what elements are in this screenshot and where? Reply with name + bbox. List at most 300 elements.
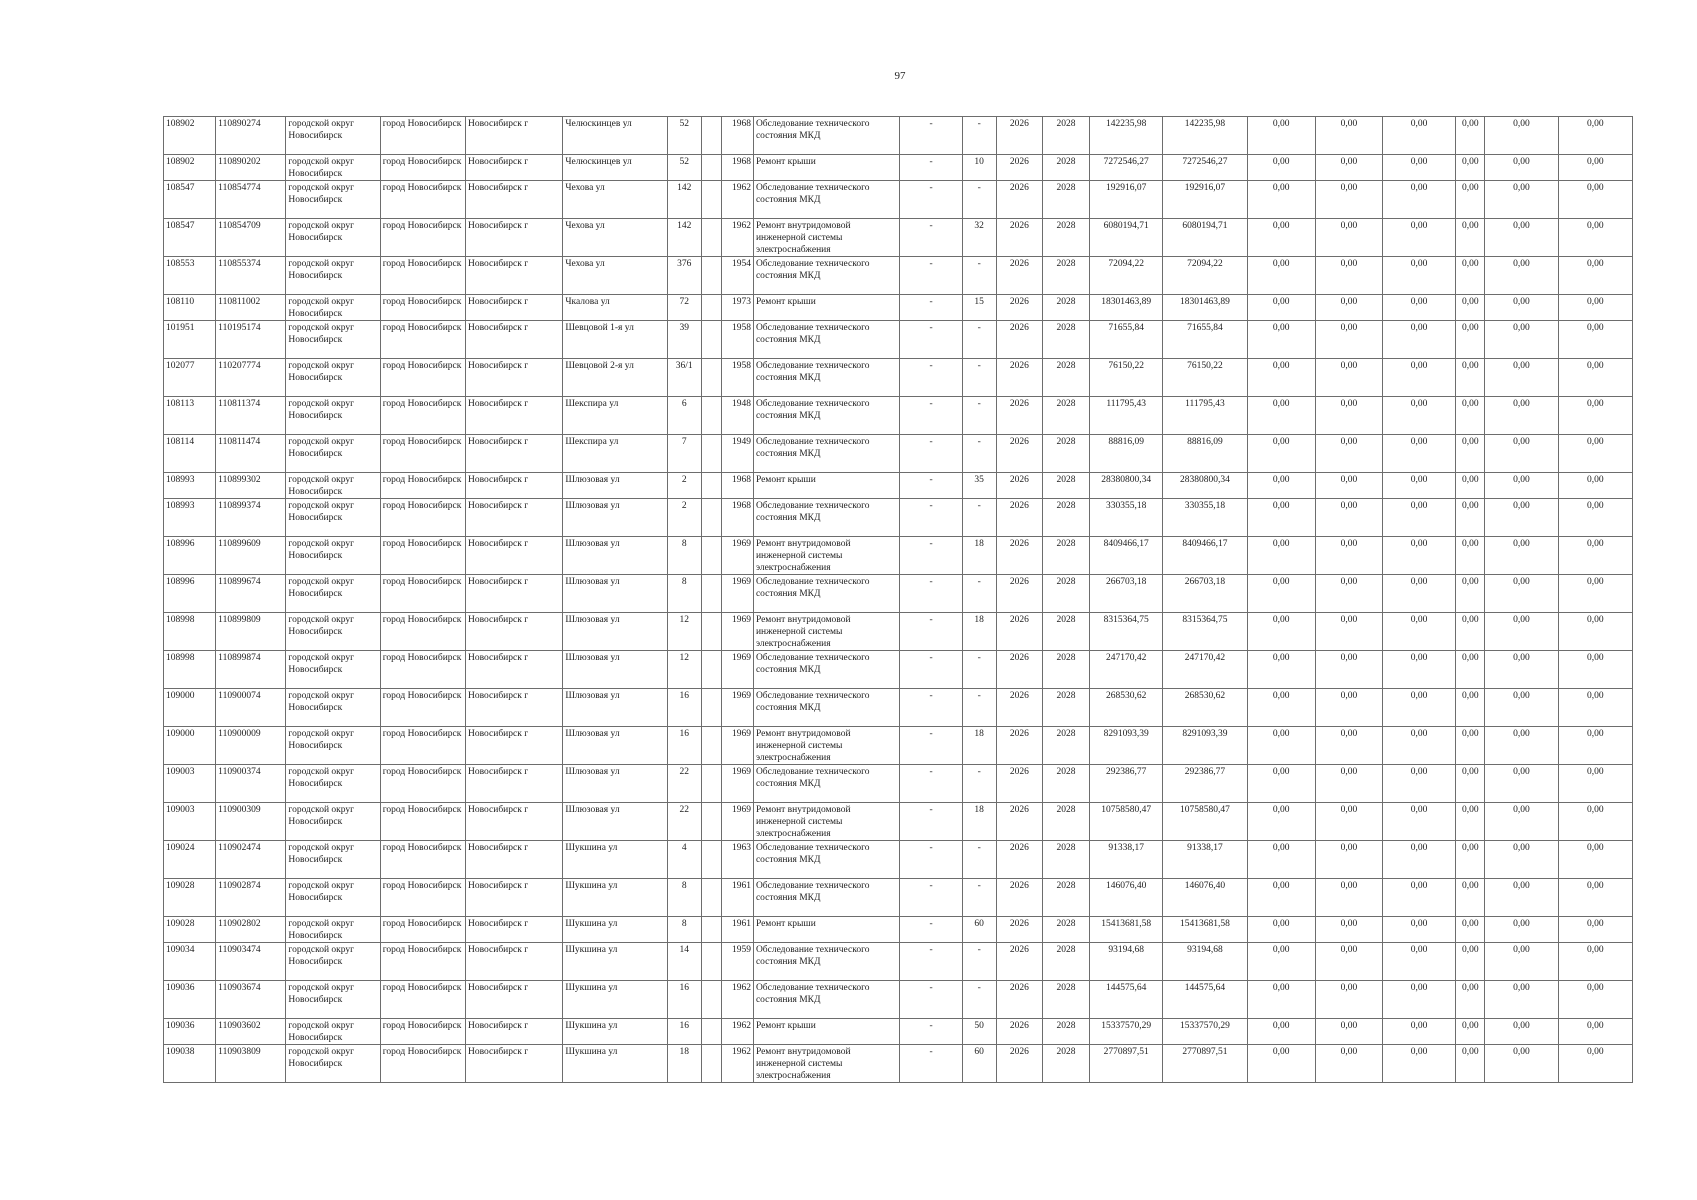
cell-v6: 0,00 xyxy=(1558,879,1632,917)
cell-district: городской округ Новосибирск xyxy=(286,841,380,879)
cell-work: Обследование технического состояния МКД xyxy=(753,943,899,981)
cell-v3: 0,00 xyxy=(1383,917,1456,943)
cell-house: 8 xyxy=(667,917,701,943)
cell-v3: 0,00 xyxy=(1383,537,1456,575)
cell-v3: 0,00 xyxy=(1383,219,1456,257)
cell-v1: 0,00 xyxy=(1247,727,1315,765)
cell-cost-total: 18301463,89 xyxy=(1163,295,1247,321)
cell-street: Шукшина ул xyxy=(563,943,667,981)
cell-id: 102077 xyxy=(164,359,216,397)
cell-blank xyxy=(701,257,721,295)
cell-id: 108110 xyxy=(164,295,216,321)
cell-v5: 0,00 xyxy=(1485,435,1558,473)
cell-year: 1969 xyxy=(721,727,753,765)
table-row xyxy=(164,397,1633,435)
cell-start: 2026 xyxy=(996,1045,1042,1083)
cell-v2: 0,00 xyxy=(1315,117,1382,155)
cell-v5: 0,00 xyxy=(1485,295,1558,321)
cell-v2: 0,00 xyxy=(1315,219,1382,257)
table-row xyxy=(164,651,1633,689)
cell-v5: 0,00 xyxy=(1485,473,1558,499)
cell-district: городской округ Новосибирск xyxy=(286,613,380,651)
cell-year: 1963 xyxy=(721,841,753,879)
cell-city: город Новосибирск xyxy=(380,155,465,181)
cell-work: Ремонт крыши xyxy=(753,295,899,321)
cell-code: 110899674 xyxy=(216,575,286,613)
cell-v2: 0,00 xyxy=(1315,321,1382,359)
table-row xyxy=(164,473,1633,499)
cell-start: 2026 xyxy=(996,879,1042,917)
cell-end: 2028 xyxy=(1042,359,1089,397)
cell-cost: 91338,17 xyxy=(1090,841,1163,879)
table-row xyxy=(164,435,1633,473)
cell-cost: 10758580,47 xyxy=(1090,803,1163,841)
cell-end: 2028 xyxy=(1042,689,1089,727)
cell-v1: 0,00 xyxy=(1247,219,1315,257)
cell-v3: 0,00 xyxy=(1383,257,1456,295)
cell-v2: 0,00 xyxy=(1315,397,1382,435)
cell-v5: 0,00 xyxy=(1485,727,1558,765)
cell-street: Чкалова ул xyxy=(563,295,667,321)
cell-district: городской округ Новосибирск xyxy=(286,981,380,1019)
cell-blank xyxy=(701,981,721,1019)
cell-end: 2028 xyxy=(1042,321,1089,359)
cell-locality: Новосибирск г xyxy=(466,1019,563,1045)
cell-volume: - xyxy=(962,841,996,879)
table-row xyxy=(164,155,1633,181)
cell-cost: 2770897,51 xyxy=(1090,1045,1163,1083)
table-row xyxy=(164,219,1633,257)
cell-cost-total: 7272546,27 xyxy=(1163,155,1247,181)
cell-code: 110195174 xyxy=(216,321,286,359)
cell-house: 14 xyxy=(667,943,701,981)
table-row xyxy=(164,257,1633,295)
cell-cost-total: 292386,77 xyxy=(1163,765,1247,803)
cell-v1: 0,00 xyxy=(1247,613,1315,651)
cell-v3: 0,00 xyxy=(1383,155,1456,181)
cell-v2: 0,00 xyxy=(1315,435,1382,473)
cell-locality: Новосибирск г xyxy=(466,689,563,727)
cell-end: 2028 xyxy=(1042,397,1089,435)
cell-v6: 0,00 xyxy=(1558,1045,1632,1083)
cell-v2: 0,00 xyxy=(1315,879,1382,917)
cell-end: 2028 xyxy=(1042,219,1089,257)
cell-district: городской округ Новосибирск xyxy=(286,435,380,473)
cell-unit: - xyxy=(900,473,962,499)
cell-street: Шекспира ул xyxy=(563,435,667,473)
cell-blank xyxy=(701,181,721,219)
cell-district: городской округ Новосибирск xyxy=(286,917,380,943)
cell-start: 2026 xyxy=(996,613,1042,651)
cell-volume: - xyxy=(962,575,996,613)
cell-v5: 0,00 xyxy=(1485,219,1558,257)
cell-city: город Новосибирск xyxy=(380,841,465,879)
cell-v5: 0,00 xyxy=(1485,257,1558,295)
cell-v1: 0,00 xyxy=(1247,321,1315,359)
cell-v1: 0,00 xyxy=(1247,575,1315,613)
cell-work: Ремонт внутридомовой инженерной системы электроснабжения xyxy=(753,219,899,257)
cell-locality: Новосибирск г xyxy=(466,181,563,219)
cell-city: город Новосибирск xyxy=(380,257,465,295)
cell-street: Шлюзовая ул xyxy=(563,689,667,727)
cell-id: 108553 xyxy=(164,257,216,295)
cell-volume: - xyxy=(962,651,996,689)
cell-v5: 0,00 xyxy=(1485,1019,1558,1045)
cell-work: Ремонт крыши xyxy=(753,917,899,943)
cell-locality: Новосибирск г xyxy=(466,981,563,1019)
cell-v3: 0,00 xyxy=(1383,575,1456,613)
cell-street: Шукшина ул xyxy=(563,841,667,879)
cell-locality: Новосибирск г xyxy=(466,499,563,537)
cell-cost: 15337570,29 xyxy=(1090,1019,1163,1045)
cell-volume: 18 xyxy=(962,727,996,765)
cell-work: Ремонт внутридомовой инженерной системы электроснабжения xyxy=(753,803,899,841)
cell-code: 110900309 xyxy=(216,803,286,841)
cell-year: 1961 xyxy=(721,879,753,917)
cell-v2: 0,00 xyxy=(1315,841,1382,879)
cell-cost-total: 8291093,39 xyxy=(1163,727,1247,765)
cell-v2: 0,00 xyxy=(1315,181,1382,219)
cell-city: город Новосибирск xyxy=(380,917,465,943)
cell-blank xyxy=(701,321,721,359)
cell-code: 110900374 xyxy=(216,765,286,803)
cell-code: 110207774 xyxy=(216,359,286,397)
cell-v1: 0,00 xyxy=(1247,117,1315,155)
cell-v2: 0,00 xyxy=(1315,499,1382,537)
cell-unit: - xyxy=(900,879,962,917)
cell-v2: 0,00 xyxy=(1315,651,1382,689)
cell-v6: 0,00 xyxy=(1558,359,1632,397)
cell-city: город Новосибирск xyxy=(380,219,465,257)
cell-end: 2028 xyxy=(1042,981,1089,1019)
cell-volume: - xyxy=(962,257,996,295)
cell-city: город Новосибирск xyxy=(380,1019,465,1045)
cell-volume: - xyxy=(962,397,996,435)
cell-v3: 0,00 xyxy=(1383,803,1456,841)
cell-cost: 6080194,71 xyxy=(1090,219,1163,257)
cell-end: 2028 xyxy=(1042,435,1089,473)
cell-locality: Новосибирск г xyxy=(466,397,563,435)
cell-start: 2026 xyxy=(996,727,1042,765)
cell-v3: 0,00 xyxy=(1383,651,1456,689)
cell-locality: Новосибирск г xyxy=(466,943,563,981)
cell-v3: 0,00 xyxy=(1383,435,1456,473)
cell-house: 16 xyxy=(667,689,701,727)
cell-city: город Новосибирск xyxy=(380,689,465,727)
cell-locality: Новосибирск г xyxy=(466,651,563,689)
cell-unit: - xyxy=(900,537,962,575)
cell-blank xyxy=(701,435,721,473)
table-row xyxy=(164,803,1633,841)
cell-blank xyxy=(701,613,721,651)
cell-end: 2028 xyxy=(1042,295,1089,321)
cell-code: 110903674 xyxy=(216,981,286,1019)
cell-district: городской округ Новосибирск xyxy=(286,1045,380,1083)
table-row xyxy=(164,1019,1633,1045)
cell-start: 2026 xyxy=(996,1019,1042,1045)
cell-v1: 0,00 xyxy=(1247,1019,1315,1045)
cell-v6: 0,00 xyxy=(1558,257,1632,295)
cell-blank xyxy=(701,943,721,981)
cell-unit: - xyxy=(900,117,962,155)
cell-city: город Новосибирск xyxy=(380,575,465,613)
cell-cost-total: 91338,17 xyxy=(1163,841,1247,879)
table-row xyxy=(164,727,1633,765)
table-row xyxy=(164,181,1633,219)
cell-code: 110899374 xyxy=(216,499,286,537)
cell-v2: 0,00 xyxy=(1315,613,1382,651)
cell-city: город Новосибирск xyxy=(380,613,465,651)
cell-cost-total: 72094,22 xyxy=(1163,257,1247,295)
cell-v5: 0,00 xyxy=(1485,499,1558,537)
cell-v3: 0,00 xyxy=(1383,181,1456,219)
cell-id: 109034 xyxy=(164,943,216,981)
cell-unit: - xyxy=(900,499,962,537)
cell-id: 109036 xyxy=(164,1019,216,1045)
cell-volume: - xyxy=(962,117,996,155)
cell-work: Обследование технического состояния МКД xyxy=(753,765,899,803)
cell-v6: 0,00 xyxy=(1558,219,1632,257)
cell-district: городской округ Новосибирск xyxy=(286,473,380,499)
cell-v5: 0,00 xyxy=(1485,651,1558,689)
cell-blank xyxy=(701,537,721,575)
cell-code: 110811374 xyxy=(216,397,286,435)
cell-year: 1958 xyxy=(721,321,753,359)
cell-start: 2026 xyxy=(996,257,1042,295)
cell-end: 2028 xyxy=(1042,943,1089,981)
cell-id: 108993 xyxy=(164,499,216,537)
cell-code: 110902474 xyxy=(216,841,286,879)
cell-year: 1969 xyxy=(721,537,753,575)
cell-street: Шлюзовая ул xyxy=(563,803,667,841)
table-row xyxy=(164,943,1633,981)
cell-work: Обследование технического состояния МКД xyxy=(753,181,899,219)
cell-end: 2028 xyxy=(1042,155,1089,181)
cell-city: город Новосибирск xyxy=(380,537,465,575)
cell-district: городской округ Новосибирск xyxy=(286,155,380,181)
cell-cost: 8409466,17 xyxy=(1090,537,1163,575)
cell-work: Обследование технического состояния МКД xyxy=(753,397,899,435)
cell-street: Челюскинцев ул xyxy=(563,117,667,155)
cell-year: 1954 xyxy=(721,257,753,295)
cell-city: город Новосибирск xyxy=(380,321,465,359)
cell-v4: 0,00 xyxy=(1456,981,1485,1019)
cell-code: 110854774 xyxy=(216,181,286,219)
cell-house: 52 xyxy=(667,155,701,181)
cell-v6: 0,00 xyxy=(1558,1019,1632,1045)
cell-id: 108998 xyxy=(164,651,216,689)
cell-id: 109000 xyxy=(164,727,216,765)
cell-v4: 0,00 xyxy=(1456,1019,1485,1045)
cell-code: 110900009 xyxy=(216,727,286,765)
cell-volume: - xyxy=(962,765,996,803)
cell-unit: - xyxy=(900,575,962,613)
cell-city: город Новосибирск xyxy=(380,499,465,537)
cell-cost: 146076,40 xyxy=(1090,879,1163,917)
table-row xyxy=(164,537,1633,575)
cell-year: 1962 xyxy=(721,181,753,219)
cell-end: 2028 xyxy=(1042,613,1089,651)
cell-volume: - xyxy=(962,689,996,727)
cell-locality: Новосибирск г xyxy=(466,613,563,651)
cell-unit: - xyxy=(900,727,962,765)
cell-district: городской округ Новосибирск xyxy=(286,803,380,841)
cell-locality: Новосибирск г xyxy=(466,537,563,575)
cell-work: Ремонт внутридомовой инженерной системы электроснабжения xyxy=(753,1045,899,1083)
table-row xyxy=(164,117,1633,155)
cell-v5: 0,00 xyxy=(1485,981,1558,1019)
cell-id: 108996 xyxy=(164,537,216,575)
cell-cost: 292386,77 xyxy=(1090,765,1163,803)
cell-cost-total: 146076,40 xyxy=(1163,879,1247,917)
cell-blank xyxy=(701,765,721,803)
cell-blank xyxy=(701,219,721,257)
cell-id: 108114 xyxy=(164,435,216,473)
cell-v6: 0,00 xyxy=(1558,397,1632,435)
cell-year: 1969 xyxy=(721,575,753,613)
cell-v4: 0,00 xyxy=(1456,257,1485,295)
cell-year: 1969 xyxy=(721,689,753,727)
cell-id: 109024 xyxy=(164,841,216,879)
cell-cost-total: 71655,84 xyxy=(1163,321,1247,359)
cell-cost-total: 2770897,51 xyxy=(1163,1045,1247,1083)
cell-house: 7 xyxy=(667,435,701,473)
cell-code: 110899302 xyxy=(216,473,286,499)
cell-start: 2026 xyxy=(996,981,1042,1019)
cell-cost-total: 247170,42 xyxy=(1163,651,1247,689)
cell-cost-total: 76150,22 xyxy=(1163,359,1247,397)
cell-year: 1968 xyxy=(721,499,753,537)
cell-end: 2028 xyxy=(1042,117,1089,155)
cell-id: 108996 xyxy=(164,575,216,613)
cell-v1: 0,00 xyxy=(1247,537,1315,575)
cell-locality: Новосибирск г xyxy=(466,727,563,765)
cell-v3: 0,00 xyxy=(1383,117,1456,155)
cell-v2: 0,00 xyxy=(1315,689,1382,727)
cell-cost: 142235,98 xyxy=(1090,117,1163,155)
cell-year: 1969 xyxy=(721,803,753,841)
cell-v1: 0,00 xyxy=(1247,257,1315,295)
cell-blank xyxy=(701,689,721,727)
page-number: 97 xyxy=(894,70,906,82)
cell-work: Обследование технического состояния МКД xyxy=(753,651,899,689)
cell-house: 2 xyxy=(667,473,701,499)
cell-v6: 0,00 xyxy=(1558,689,1632,727)
cell-house: 39 xyxy=(667,321,701,359)
cell-v4: 0,00 xyxy=(1456,613,1485,651)
cell-id: 108998 xyxy=(164,613,216,651)
cell-district: городской округ Новосибирск xyxy=(286,943,380,981)
cell-house: 52 xyxy=(667,117,701,155)
cell-work: Обследование технического состояния МКД xyxy=(753,879,899,917)
cell-v4: 0,00 xyxy=(1456,879,1485,917)
cell-start: 2026 xyxy=(996,397,1042,435)
cell-volume: 32 xyxy=(962,219,996,257)
cell-city: город Новосибирск xyxy=(380,1045,465,1083)
cell-work: Обследование технического состояния МКД xyxy=(753,321,899,359)
cell-v4: 0,00 xyxy=(1456,1045,1485,1083)
cell-locality: Новосибирск г xyxy=(466,841,563,879)
cell-cost-total: 88816,09 xyxy=(1163,435,1247,473)
cell-cost: 8315364,75 xyxy=(1090,613,1163,651)
cell-id: 108902 xyxy=(164,155,216,181)
cell-v3: 0,00 xyxy=(1383,613,1456,651)
cell-v5: 0,00 xyxy=(1485,359,1558,397)
cell-v5: 0,00 xyxy=(1485,181,1558,219)
cell-blank xyxy=(701,575,721,613)
cell-work: Обследование технического состояния МКД xyxy=(753,435,899,473)
cell-v3: 0,00 xyxy=(1383,879,1456,917)
cell-v6: 0,00 xyxy=(1558,499,1632,537)
cell-start: 2026 xyxy=(996,499,1042,537)
cell-cost-total: 15337570,29 xyxy=(1163,1019,1247,1045)
cell-cost: 15413681,58 xyxy=(1090,917,1163,943)
cell-code: 110902874 xyxy=(216,879,286,917)
cell-v1: 0,00 xyxy=(1247,943,1315,981)
cell-street: Шукшина ул xyxy=(563,1045,667,1083)
cell-locality: Новосибирск г xyxy=(466,803,563,841)
cell-v6: 0,00 xyxy=(1558,803,1632,841)
cell-v5: 0,00 xyxy=(1485,155,1558,181)
cell-id: 109028 xyxy=(164,917,216,943)
cell-volume: - xyxy=(962,359,996,397)
cell-locality: Новосибирск г xyxy=(466,917,563,943)
table-row xyxy=(164,689,1633,727)
cell-v4: 0,00 xyxy=(1456,295,1485,321)
cell-blank xyxy=(701,651,721,689)
cell-district: городской округ Новосибирск xyxy=(286,651,380,689)
table-row xyxy=(164,917,1633,943)
cell-unit: - xyxy=(900,841,962,879)
cell-end: 2028 xyxy=(1042,651,1089,689)
cell-end: 2028 xyxy=(1042,803,1089,841)
cell-start: 2026 xyxy=(996,537,1042,575)
cell-v1: 0,00 xyxy=(1247,917,1315,943)
cell-district: городской округ Новосибирск xyxy=(286,765,380,803)
cell-v1: 0,00 xyxy=(1247,765,1315,803)
cell-street: Шлюзовая ул xyxy=(563,473,667,499)
cell-v6: 0,00 xyxy=(1558,651,1632,689)
cell-cost-total: 144575,64 xyxy=(1163,981,1247,1019)
cell-unit: - xyxy=(900,181,962,219)
cell-blank xyxy=(701,841,721,879)
cell-v4: 0,00 xyxy=(1456,917,1485,943)
cell-v2: 0,00 xyxy=(1315,943,1382,981)
cell-work: Ремонт внутридомовой инженерной системы электроснабжения xyxy=(753,537,899,575)
cell-end: 2028 xyxy=(1042,1019,1089,1045)
cell-v5: 0,00 xyxy=(1485,321,1558,359)
cell-v4: 0,00 xyxy=(1456,321,1485,359)
cell-v6: 0,00 xyxy=(1558,765,1632,803)
cell-v1: 0,00 xyxy=(1247,435,1315,473)
cell-v2: 0,00 xyxy=(1315,473,1382,499)
cell-v2: 0,00 xyxy=(1315,765,1382,803)
cell-city: город Новосибирск xyxy=(380,879,465,917)
cell-end: 2028 xyxy=(1042,499,1089,537)
cell-house: 22 xyxy=(667,803,701,841)
cell-house: 18 xyxy=(667,1045,701,1083)
cell-code: 110811474 xyxy=(216,435,286,473)
cell-blank xyxy=(701,397,721,435)
cell-v1: 0,00 xyxy=(1247,397,1315,435)
cell-v1: 0,00 xyxy=(1247,359,1315,397)
cell-v3: 0,00 xyxy=(1383,727,1456,765)
cell-street: Шевцовой 2-я ул xyxy=(563,359,667,397)
cell-city: город Новосибирск xyxy=(380,651,465,689)
cell-cost: 76150,22 xyxy=(1090,359,1163,397)
cell-year: 1958 xyxy=(721,359,753,397)
cell-cost-total: 268530,62 xyxy=(1163,689,1247,727)
